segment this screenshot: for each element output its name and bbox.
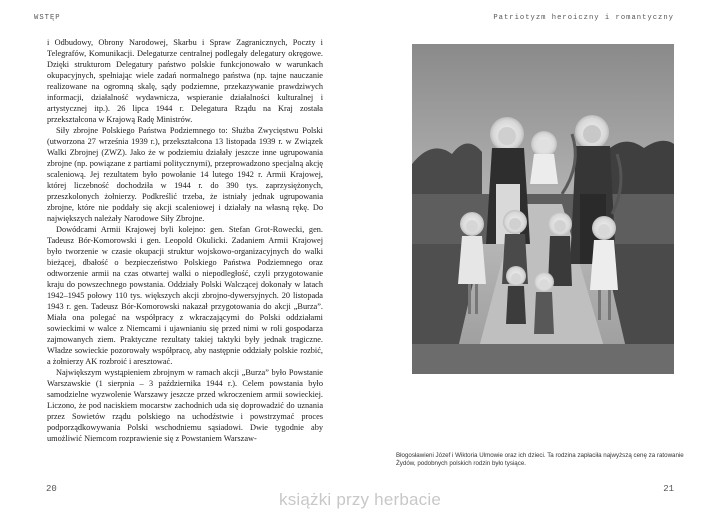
watermark-text: książki przy herbacie <box>279 490 441 509</box>
paragraph: Siły zbrojne Polskiego Państwa Podziemnego to: Służba Zwycięstwu Polski (utworzona 27 września 1939 r.), przekształcona 13 listopada 1939 r. w Związek Walki Zbrojnej (ZWZ). Jako że w podziemiu działały jeszcze inne ugrupowania zbrojne (np. powiązane z partiami politycznymi), przeprowadzono specjalną akcję scaleniową. Jej rezultatem było powołanie 14 lutego 1942 r. Armii Krajowej, której liczebność dochodziła w 1944 r. do 390 tys. zaprzysiężonych, przeszkolonych żołnierzy. Podkreślić trzeba, że istniały jednak ugrupowania zbrojne, które nie poddały się akcji scaleniowej i działały na własną rękę. Do największych należały Narodowe Siły Zbrojne. <box>47 126 323 223</box>
family-portrait-painting <box>412 44 674 374</box>
image-caption: Błogosławieni Józef i Wiktoria Ulmowie oraz ich dzieci. Ta rodzina zapłaciła najwyższą cenę za ratowanie Żydów, podobnych polskich rodzin było tysiące. <box>396 452 684 468</box>
running-head-left: WSTĘP <box>34 14 61 22</box>
page-number-left: 20 <box>46 484 57 494</box>
paragraph: i Odbudowy, Obrony Narodowej, Skarbu i Spraw Zagranicznych, Poczty i Telegrafów, Komunikacji. Delegaturze centralnej podlegały delegatury okręgowe. Dzięki strukturom Delegatury państwo polskie funkcjonowało w warunkach okupacyjnych, spełniając wiele zadań normalnego państwa (np. tajne nauczanie realizowane na ogromną skalę, sądy podziemne, przekazywanie prawdziwych informacji, działalność wydawnicza, wspieranie działalności kulturalnej i artystycznej itp.). 26 lipca 1944 r. Delegatura Rządu na Kraj została przekształcona w Krajową Radę Ministrów. <box>47 38 323 124</box>
body-text <box>47 37 323 444</box>
page-number-right: 21 <box>663 484 674 494</box>
right-page <box>360 0 720 512</box>
painting-illustration <box>412 44 674 374</box>
paragraph: Największym wystąpieniem zbrojnym w ramach akcji „Burza” było Powstanie Warszawskie (1 sierpnia – 3 października 1944 r.). Celem powstania było samodzielne wyzwolenie Warszawy jeszcze przed wkroczeniem armii sowieckiej. Liczono, że pod naciskiem mocarstw zachodnich uda się doprowadzić do uznania przez Sowietów rządu polskiego na uchodźstwie i powstrzymać proces podporządkowywania Polski wschodniemu sąsiadowi. Dwie tygodnie aby umożliwić Niemcom rozprawienie się z Powstaniem Warszaw- <box>47 368 323 443</box>
running-head-right: Patriotyzm heroiczny i romantyczny <box>493 14 674 22</box>
paragraph: Dowódcami Armii Krajowej byli kolejno: gen. Stefan Grot-Rowecki, gen. Tadeusz Bór-Komorowski i gen. Leopold Okulicki. Zadaniem Armii Krajowej było tworzenie w czasie okupacji struktur wojskowo-organizacyjnych do walki bieżącej, dbałość o bezpieczeństwo Polskiego Państwa Podziemnego oraz odtworzenie armii na czas otwartej walki o niepodległość, czyli przygotowanie kraju do powszechnego powstania. Oddziały Polski Walczącej dokonały w latach 1942–1945 połowy 110 tys. większych akcji zbrojno-dywersyjnych. 20 listopada 1943 r. gen. Tadeusz Bór-Komorowski nakazał przygotowania do akcji „Burza”. Miała ona polegać na współpracy z wkraczającymi do Polski oddziałami sowieckimi w walce z Niemcami i ujawnianiu się przed nimi w roli gospodarza zajmowanych ziem. Praktyczne rezultaty takiej taktyki były jednak tragiczne. Władze sowieckie pozorowały współpracę, aby następnie oddziały polskie rozbić, a żołnierzy AK rozbroić i aresztować. <box>47 225 323 366</box>
